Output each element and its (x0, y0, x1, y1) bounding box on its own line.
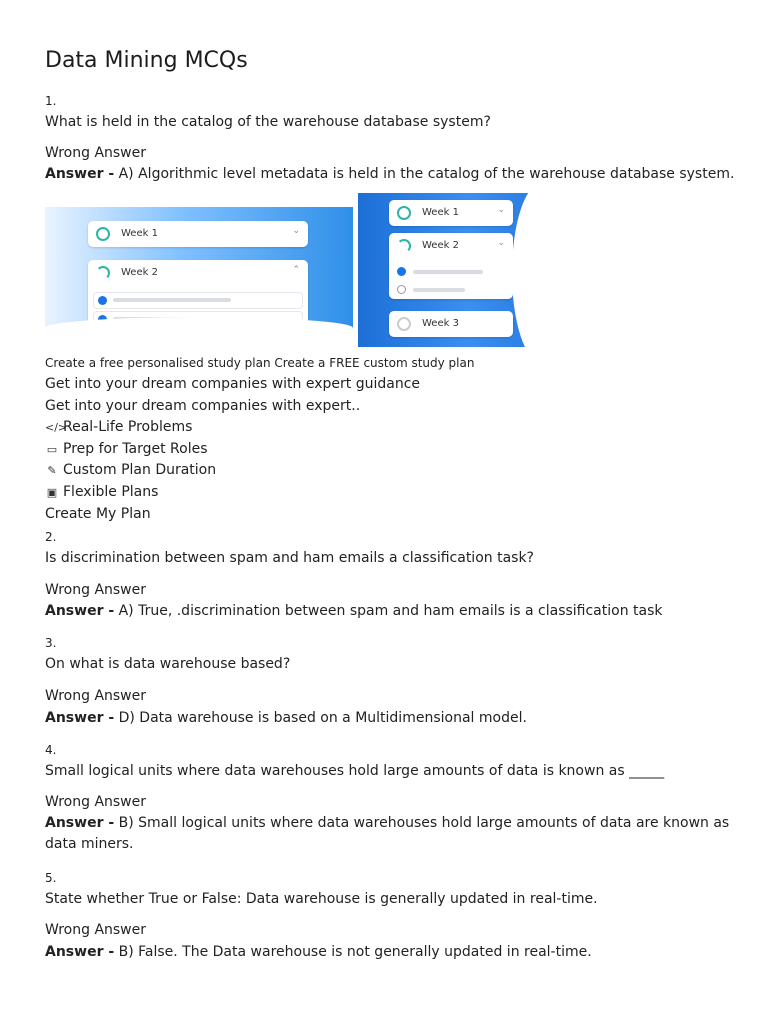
question-number: 5. (45, 871, 57, 885)
progress-ring-icon (96, 266, 110, 280)
feature-item: ▭ Prep for Target Roles (45, 439, 208, 460)
progress-ring-icon (397, 317, 411, 331)
promo-subline: Get into your dream companies with expert.. (45, 398, 361, 414)
question-text: State whether True or False: Data warehouse is generally updated in real-time. (45, 891, 598, 907)
question-number: 2. (45, 530, 57, 544)
answer-line: Answer - B) Small logical units where data warehouses hold large amounts of data are known as data miners. (45, 815, 730, 852)
week-card-expanded: Week 2 ⌄ (389, 233, 513, 299)
answer-label: Answer - (45, 166, 115, 182)
progress-ring-icon (397, 206, 411, 220)
study-plan-preview-right (358, 193, 542, 347)
pencil-icon: ✎ (47, 464, 57, 477)
progress-ring-icon (397, 239, 411, 253)
answer-line: Answer - A) True, .discrimination between spam and ham emails is a classification task (45, 603, 663, 619)
create-plan-button[interactable]: Create My Plan (45, 506, 151, 522)
feature-item: ✎ Custom Plan Duration (45, 460, 216, 481)
promo-headline: Get into your dream companies with expert guidance (45, 376, 420, 392)
study-plan-preview-left (45, 207, 353, 333)
progress-ring-icon (96, 227, 110, 241)
check-icon (397, 267, 406, 276)
answer-status: Wrong Answer (45, 145, 147, 161)
chevron-up-icon: ⌃ (292, 265, 300, 275)
week-card-expanded: Week 2 ⌃ (88, 260, 308, 333)
question-text: What is held in the catalog of the warehouse database system? (45, 114, 491, 130)
question-text: On what is data warehouse based? (45, 656, 291, 672)
chevron-down-icon: ⌄ (497, 205, 505, 215)
promo-caption: Create a free personalised study plan Create a FREE custom study plan (45, 356, 475, 370)
unchecked-icon (397, 285, 406, 294)
answer-line (45, 164, 734, 184)
answer-line: Answer - B) False. The Data warehouse is not generally updated in real-time. (45, 944, 592, 960)
week-card: Week 1 ⌄ (88, 221, 308, 247)
answer-status: Wrong Answer (45, 582, 147, 598)
question-text: Small logical units where data warehouses hold large amounts of data is known as _____ (45, 763, 665, 779)
chevron-down-icon: ⌄ (292, 226, 300, 236)
page-title: Data Mining MCQs (45, 48, 248, 73)
briefcase-icon: ▭ (46, 443, 58, 456)
week-card: Week 1 ⌄ (389, 200, 513, 226)
answer-status: Wrong Answer (45, 688, 147, 704)
calendar-icon: ▣ (46, 486, 58, 499)
answer-status: Wrong Answer (45, 922, 147, 938)
question-number: 1. (45, 94, 57, 108)
question-text: Is discrimination between spam and ham emails a classification task? (45, 550, 534, 566)
feature-item: </>Real-Life Problems (45, 417, 192, 438)
feature-item: ▣ Flexible Plans (45, 482, 158, 503)
answer-line: Answer - D) Data warehouse is based on a Multidimensional model. (45, 710, 527, 726)
answer-status: Wrong Answer (45, 794, 147, 810)
check-icon (98, 296, 107, 305)
answer-text: A) Algorithmic level metadata is held in the catalog of the warehouse database system. (114, 166, 735, 182)
study-plan-banner[interactable] (45, 207, 545, 347)
chevron-down-icon: ⌄ (497, 238, 505, 248)
question-number: 3. (45, 636, 57, 650)
question-number: 4. (45, 743, 57, 757)
week-card: Week 3 (389, 311, 513, 337)
code-icon: </> (45, 421, 68, 434)
